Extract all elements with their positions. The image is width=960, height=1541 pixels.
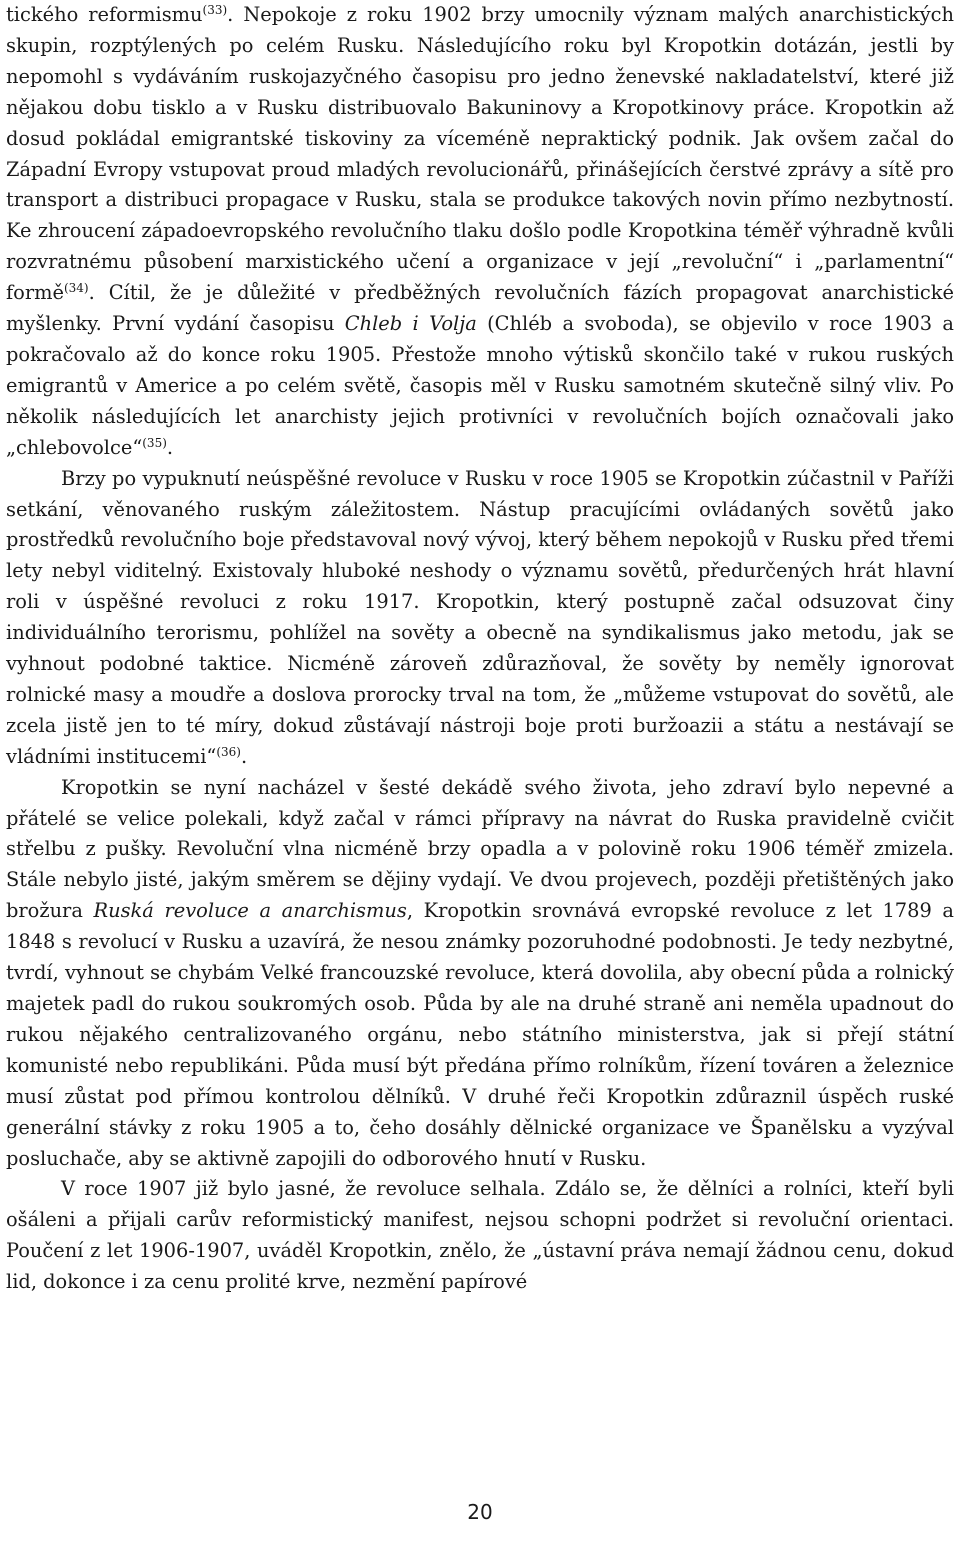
text-run: (Chléb a svoboda), se objevilo v roce 1903 a pokračovalo až do konce roku 1905. Přestože mnoho výtisků skončilo také v rukou ruských emigrantů v Americe a po celém světě, časopis měl v Rusku samotném skutečně silný vliv. Po několik následujících let anarchisty jejich protivníci v revolučních bojích označovali jako „chlebovolce“ (6, 312, 954, 459)
text-run: Kropotkin se nyní nacházel v šesté dekádě svého života, jeho zdraví bylo nepevné a přátelé se velice polekali, když začal v rámci přípravy na návrat do Ruska pravidelně cvičit střelbu z pušky. Revoluční vlna nicméně brzy opadla a v polovině roku 1906 téměř zmizela. Stále nebylo jisté, jakým směrem se dějiny vydají. Ve dvou projevech, později přetištěných jako brožura (6, 775, 954, 923)
text-run: Brzy po vypuknutí neúspěšné revoluce v Rusku v roce 1905 se Kropotkin zúčastnil v Paříži setkání, věnovaného ruským záležitostem. Nástup pracujícími ovládaných sovětů jako prostředků revolučního boje představoval nový vývoj, který během nepokojů v Rusku před třemi lety nebyl viditelný. Existovaly hluboké neshody o významu sovětů, předurčených hrát hlavní roli v úspěšné revoluci z roku 1917. Kropotkin, který postupně začal odsuzovat činy individuálního terorismu, pohlížel na sověty a obecně na syndikalismus jako metodu, jak se vyhnout podobné taktice. Nicméně zároveň zdůrazňoval, že sověty by neměly ignorovat rolnické masy a moudře a doslova prorocky trval na tom, že „můžeme vstupovat do sovětů, ale zcela jistě jen to té míry, dokud zůstávají nástroji boje proti buržoazii a státu a nestávají se vládními institucemi“ (6, 466, 954, 768)
text-run: . (166, 435, 174, 459)
text-run: , Kropotkin srovnává evropské revoluce z let 1789 a 1848 s revolucí v Rusku a uzavírá, že nesou známky pozoruhodné podobnosti. Je tedy nezbytné, tvrdí, vyhnout se chybám Velké francouzské revoluce, která dovolila, aby obecní půda a rolnický majetek padl do rukou soukromých osob. Půda by ale na druhé straně ani neměla upadnout do rukou nějakého centralizovaného orgánu, nebo státního ministerstva, jak si přejí státní komunisté nebo republikáni. Půda musí být předána přímo rolníkům, řízení továren a železnice musí zůstat pod přímou kontrolou dělníků. V druhé řeči Kropotkin zdůraznil úspěch ruské generální stávky z roku 1905 a to, čeho dosáhly dělnické organizace ve Španělsku a vyzýval posluchače, aby se aktivně zapojili do odborového hnutí v Rusku. (6, 899, 954, 1170)
text-run: . (240, 744, 248, 768)
paragraph (6, 464, 954, 773)
footnote-ref: (36) (216, 744, 241, 759)
paragraph (6, 773, 954, 1175)
footnote-ref: (33) (202, 3, 228, 17)
title-italic: Ruská revoluce a anarchismus (93, 899, 407, 923)
paragraph (6, 1174, 954, 1298)
footnote-ref: (35) (142, 435, 167, 450)
page-body (6, 0, 954, 1298)
footnote-ref: (34) (63, 281, 89, 296)
text-run: . Nepokoje z roku 1902 brzy umocnily význam malých anarchistických skupin, rozptýlených po celém Rusku. Následujícího roku byl Kropotkin dotázán, jestli by nepomohl s vydáváním ruskojazyčného časopisu pro jedno ženevské nakladatelství, které již nějakou dobu tisklo a v Rusku distribuovalo Bakuninovy a Kropotkinovy práce. Kropotkin až dosud pokládal emigrantské tiskoviny za víceméně nepraktický podnik. Jak ovšem začal do Západní Evropy vstupovat proud mladých revolucionářů, přinášejících čerstvé zprávy a sítě pro transport a distribuci propagace v Rusku, stala se produkce takových novin přímo nezbytností. Ke zhroucení západoevropského revolučního tlaku došlo podle Kropotkina téměř výhradně kvůli rozvratnému působení marxistického učení a organizace v její „revoluční“ i „parlamentní“ formě (6, 3, 954, 305)
text-run: . Cítil, že je důležité v předběžných revolučních fázích propagovat anarchistické myšlenky. První vydání časopisu (6, 281, 954, 336)
text-run: V roce 1907 již bylo jasné, že revoluce selhala. Zdálo se, že dělníci a rolníci, kteří byli ošáleni a přijali carův reformistický manifest, nejsou schopni podržet si revoluční orientaci. Poučení z let 1906-1907, uváděl Kropotkin, znělo, že „ústavní práva nemají žádnou cenu, dokud lid, dokonce i za cenu prolité krve, nezmění papírové (6, 1177, 954, 1294)
paragraph (6, 0, 954, 464)
title-italic: Chleb i Volja (344, 312, 477, 336)
page-number: 20 (467, 1500, 493, 1524)
text-run: tického reformismu (6, 3, 203, 26)
